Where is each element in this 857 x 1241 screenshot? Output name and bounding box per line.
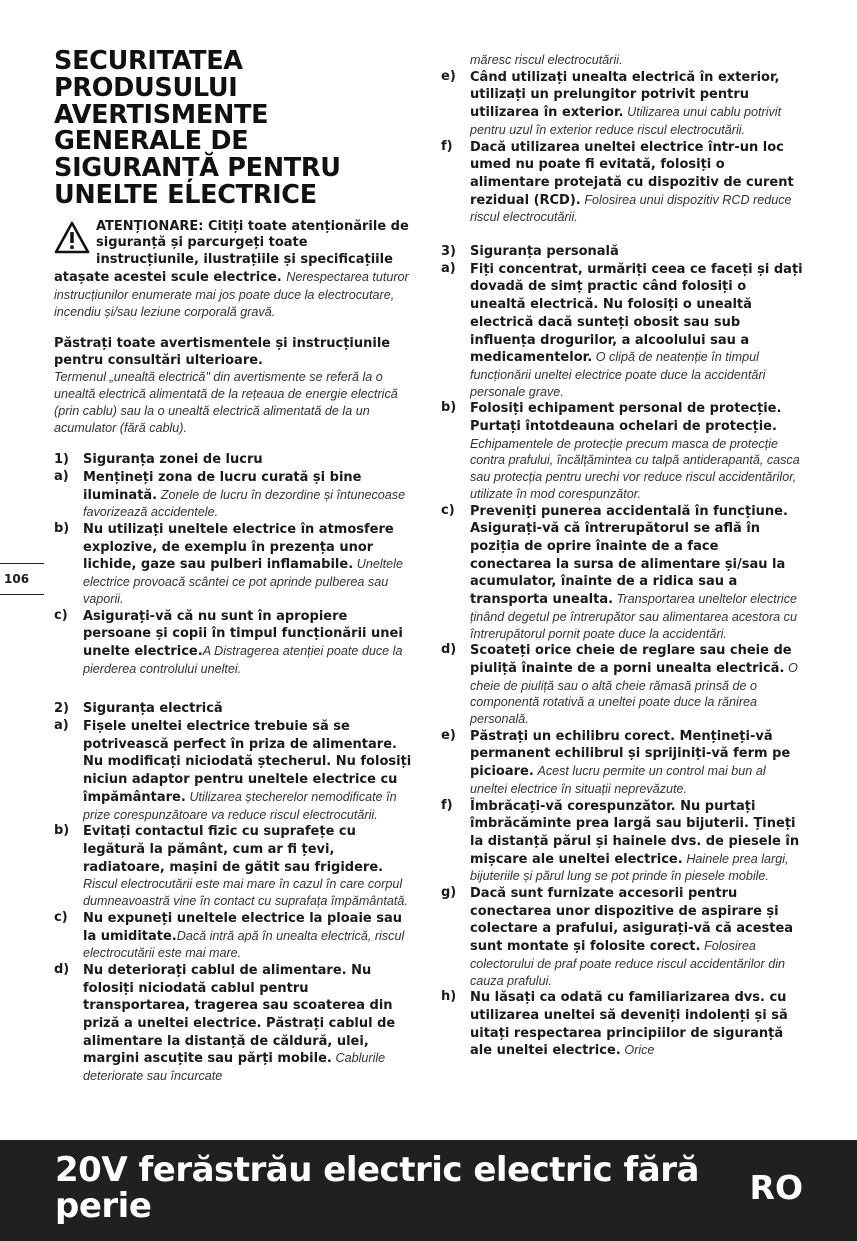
list-item: g) Dacă sunt furnizate accesorii pentru conectarea unor dispozitive de aspirare și colectare a prafului, asigurați-vă că acestea sunt montate și folosite corect. Folosirea colectorului de praf poate reduce riscul accidentărilor din cauza prafului. (441, 885, 794, 988)
list-item: f) Îmbrăcați-vă corespunzător. Nu purtați îmbrăcăminte prea largă sau bijuterii. Țineți la distanță părul și hainele dvs. de piesele în mișcare ale uneltei electrice. Hainele prea largi, bijuteriile și părul lung se pot prinde în piesele mobile. (441, 797, 800, 884)
warning-bold-text: ATENȚIONARE: Citiți toate atenționările de siguranță și parcurgeți toate instrucțiunile, ilustrațiile și specificațiile atașate acestei scule electrice. (54, 218, 409, 285)
list-item: c) Nu expuneți uneltele electrice la ploaie sau la umiditate.Dacă intră apă în unealta electrică, riscul electrocutării este mai mare. (54, 909, 405, 961)
section-heading: 1) Siguranța zonei de lucru (54, 452, 263, 468)
continuation-text: măresc riscul electrocutării. (470, 53, 623, 67)
list-item: f) Dacă utilizarea uneltei electrice într-un loc umed nu poate fi evitată, folosiți o alimentare protejată cu dispozitiv de curent rezidual (RCD). Folosirea unui dispozitiv RCD reduce riscul electrocutării. (441, 138, 794, 225)
right-column (441, 52, 803, 1060)
list-item: c) Preveniți punerea accidentală în funcțiune. Asigurați-vă că întrerupătorul se află în poziția de oprire înainte de a face conectarea la sursa de alimentare și/sau la acumulator, înainte de a ridica sau a transporta unealta. Transportarea uneltelor electrice ținând degetul pe întrerupător sau alimentarea acestora cu întrerupătorul pornit poate duce la accidentări. (441, 502, 798, 641)
language-code: RO (749, 1168, 803, 1207)
page-title: SECURITATEA PRODUSULUI AVERTISMENTE GENERALE DE SIGURANȚĂ PENTRU UNELTE ELECTRICE (54, 46, 341, 210)
list-item: h) Nu lăsați ca odată cu familiarizarea dvs. cu utilizarea uneltei să deveniți indolenți și să uitați respectarea principiilor de siguranță ale uneltei electrice. Orice (441, 989, 788, 1059)
list-item: e) Când utilizați unealta electrică în exterior, utilizați un prelungitor potrivit pentru utilizarea în exterior. Utilizarea unui cablu potrivit pentru uzul în exterior reduce riscul electrocutării. (441, 68, 782, 137)
list-item: b) Evitați contactul fizic cu suprafețe cu legătură la pământ, cum ar fi țevi, radiatoare, mașini de gătit sau frigidere. Riscul electrocutării este mai mare în cazul în care corpul dumneavoastră vine în contact cu suprafața împământată. (54, 823, 408, 909)
warning-block (54, 219, 414, 322)
product-title: 20V ferăstrău electric electric fără perie (55, 1150, 699, 1226)
list-item: e) Păstrați un echilibru corect. Mențineți-vă permanent echilibrul și sprijiniți-vă ferm pe picioare. Acest lucru permite un control mai bun al uneltei electrice în situații neprevăzute. (441, 727, 791, 796)
list-item: d) Scoateți orice cheie de reglare sau cheie de piuliță înainte de a porni unealta electrică. O cheie de piuliță sau o altă cheie rămasă prinsă de o componentă rotativă a uneltei poate duce la rănirea personală. (441, 642, 798, 727)
section-personal (441, 244, 803, 1060)
warning-italic-text: Nerespectarea tuturor instrucțiunilor enumerate mai jos poate duce la electrocutare, incendiu și/sau leziune corporală gravă. (54, 269, 409, 320)
keep-italic-text: Termenul „unealtă electrică" din avertismente se referă la o unealtă electrică alimentată de la rețeaua de energie electrică (prin cablu) sau la o unealtă electrică alimentată de la un acumulator (fără cablu). (54, 370, 398, 435)
list-item: b) Nu utilizați uneltele electrice în atmosfere explozive, de exemplu în prezența unor lichide, gaze sau pulberi inflamabile. Uneltele electrice provoacă scântei ce pot aprinde pulberea sau vaporii. (54, 521, 403, 606)
list-item: d) Nu deteriorați cablul de alimentare. Nu folosiți niciodată cablul pentru transportarea, tragerea sau scoaterea din priză a uneltei electrice. Păstrați cablul de alimentare la distanță de căldură, ulei, margini ascuțite sau părți mobile. Cablurile deteriorate sau încurcate (54, 961, 396, 1084)
list-item: a) Fiți concentrat, urmăriți ceea ce faceți și dați dovadă de simț practic când folosiți o unealtă electrică. Nu folosiți o unealtă electrică dacă sunteți obosit sau sub influența drogurilor, a alcoolului sau a medicamentelor. O clipă de neatenție în timpul funcționării uneltei electrice poate duce la accidentări personale grave. (441, 260, 803, 399)
section-electrical (54, 701, 414, 1084)
list-item: b) Folosiți echipament personal de protecție. Purtați întotdeauna ochelari de protecție. Echipamentele de protecție precum masca de protecție contra prafului, încălțămintea cu talpă antiderapantă, casca sau protecția pentru urechi vor reduce riscul accidentărilor, utilizate în mod corespunzător. (441, 400, 800, 501)
left-column (54, 48, 414, 1085)
keep-instructions (54, 336, 414, 436)
section-heading: 3) Siguranța personală (441, 244, 619, 260)
list-item: a) Mențineți zona de lucru curată și bine iluminată. Zonele de lucru în dezordine și întunecoase favorizează accidentele. (54, 468, 406, 520)
section-heading: 2) Siguranța electrică (54, 701, 223, 717)
section-work-area (54, 452, 414, 677)
list-item: a) Fișele uneltei electrice trebuie să se potrivească perfect în priza de alimentare. Nu modificați niciodată ștecherul. Nu folosiți niciun adaptor pentru uneltele electrice cu împământare. Utilizarea ștecherelor nemodificate în prize corespunzătoare va reduce riscul electrocutării. (54, 718, 412, 822)
list-item: c) Asigurați-vă că nu sunt în apropiere persoane și copii în timpul funcționării unei unelte electrice.A Distragerea atenției poate duce la pierderea controlului uneltei. (54, 607, 403, 676)
warning-triangle-icon (54, 221, 90, 255)
footer-banner (0, 1140, 857, 1241)
keep-bold-text: Păstrați toate avertismentele și instrucțiunile pentru consultări ulterioare. (54, 336, 391, 368)
page-number: 106 (0, 563, 44, 595)
